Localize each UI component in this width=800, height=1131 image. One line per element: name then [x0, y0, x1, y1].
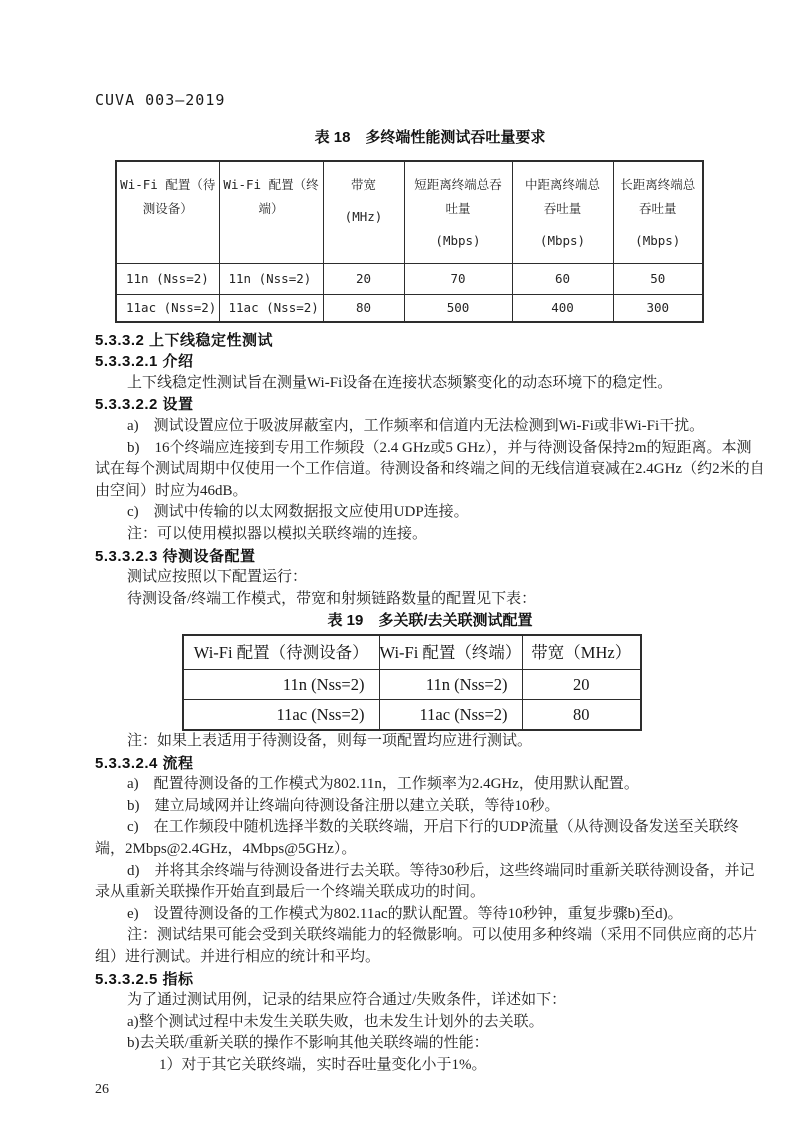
para-metrics-intro: 为了通过测试用例，记录的结果应符合通过/失败条件，详述如下：	[127, 992, 567, 1009]
table-cell: 60	[512, 264, 613, 295]
list-item-setup-c: c) 测试中传输的以太网数据报文应使用UDP连接。	[127, 504, 469, 521]
table-cell: 50	[613, 264, 703, 295]
table-cell: 300	[613, 295, 703, 322]
table19-header-cell: Wi-Fi 配置（终端）	[379, 635, 522, 670]
table-cell: 11n (Nss=2)	[219, 264, 323, 295]
table-cell: 20	[323, 264, 404, 295]
table-row	[183, 670, 641, 700]
table18-header-cell: 短距离终端总吞 吐量 (Mbps)	[404, 161, 512, 264]
section-heading-5-3-3-2-4: 5.3.3.2.4 流程	[95, 754, 194, 772]
table-cell: 11n (Nss=2)	[116, 264, 219, 295]
table18-header-row	[116, 161, 703, 264]
list-item-flow-e: e) 设置待测设备的工作模式为802.11ac的默认配置。等待10秒钟，重复步骤b)至d)。	[127, 905, 683, 922]
list-item-metrics-b1: 1）对于其它关联终端，实时吞吐量变化小于1%。	[159, 1056, 487, 1073]
table-row	[116, 295, 703, 322]
list-item-flow-b: b) 建立局域网并让终端向待测设备注册以建立关联，等待10秒。	[127, 797, 560, 814]
table18-header-cell: 带宽 (MHz)	[323, 161, 404, 264]
table18-header-cell: 长距离终端总 吞吐量 (Mbps)	[613, 161, 703, 264]
table-cell: 11ac (Nss=2)	[219, 295, 323, 322]
list-item-flow-c: c) 在工作频段中随机选择半数的关联终端，开启下行的UDP流量（从待测设备发送至关联终端，2Mbps@2.4GHz，4Mbps@5GHz）。	[95, 819, 739, 857]
table-cell: 11ac (Nss=2)	[116, 295, 219, 322]
para-intro: 上下线稳定性测试旨在测量Wi-Fi设备在连接状态频繁变化的动态环境下的稳定性。	[127, 374, 673, 391]
table18-header-cell: Wi-Fi 配置（终 端）	[219, 161, 323, 264]
table19	[182, 634, 642, 731]
table18-caption: 表 18 多终端性能测试吞吐量要求	[314, 128, 546, 146]
para-config-run: 测试应按照以下配置运行：	[127, 569, 308, 586]
table-cell: 70	[404, 264, 512, 295]
table-cell: 80	[323, 295, 404, 322]
table-cell: 400	[512, 295, 613, 322]
page-number: 26	[95, 1081, 109, 1097]
note-table19: 注：如果上表适用于待测设备，则每一项配置均应进行测试。	[127, 733, 533, 749]
list-item-setup-a: a) 测试设置应位于吸波屏蔽室内，工作频率和信道内无法检测到Wi-Fi或非Wi-Fi干扰。	[127, 418, 705, 435]
table-row	[183, 700, 641, 731]
table19-caption: 表 19 多关联/去关联测试配置	[327, 612, 533, 630]
section-heading-5-3-3-2-5: 5.3.3.2.5 指标	[95, 970, 194, 988]
table19-header-cell: 带宽（MHz）	[522, 635, 641, 670]
list-item-metrics-a: a)整个测试过程中未发生关联失败，也未发生计划外的去关联。	[127, 1013, 544, 1030]
table19-header-row	[183, 635, 641, 670]
list-item-flow-a: a) 配置待测设备的工作模式为802.11n，工作频率为2.4GHz，使用默认配置。	[127, 776, 639, 793]
note-flow: 注：测试结果可能会受到关联终端能力的轻微影响。可以使用多种终端（采用不同供应商的芯片组）进行测试。并进行相应的统计和平均。	[95, 927, 758, 965]
section-heading-5-3-3-2-2: 5.3.3.2.2 设置	[95, 396, 194, 414]
para-config-table-ref: 待测设备/终端工作模式，带宽和射频链路数量的配置见下表：	[127, 590, 537, 607]
table-cell: 11n (Nss=2)	[183, 670, 379, 700]
section-heading-5-3-3-2-3: 5.3.3.2.3 待测设备配置	[95, 547, 256, 565]
table-cell: 80	[522, 700, 641, 731]
note-setup: 注：可以使用模拟器以模拟关联终端的连接。	[127, 526, 428, 543]
table19-header-cell: Wi-Fi 配置（待测设备）	[183, 635, 379, 670]
table-cell: 11ac (Nss=2)	[183, 700, 379, 731]
section-heading-5-3-3-2: 5.3.3.2 上下线稳定性测试	[95, 331, 274, 349]
table-cell: 11ac (Nss=2)	[379, 700, 522, 731]
list-item-metrics-b: b)去关联/重新关联的操作不影响其他关联终端的性能：	[127, 1035, 489, 1052]
list-item-flow-d: d) 并将其余终端与待测设备进行去关联。等待30秒后，这些终端同时重新关联待测设备，并记录从重新关联操作开始直到最后一个终端关联成功的时间。	[95, 862, 755, 901]
section-heading-5-3-3-2-1: 5.3.3.2.1 介绍	[95, 353, 194, 371]
table18-header-cell: Wi-Fi 配置（待 测设备）	[116, 161, 219, 264]
table-cell: 20	[522, 670, 641, 700]
list-item-setup-b: b) 16个终端应连接到专用工作频段（2.4 GHz或5 GHz），并与待测设备保持2m的短距离。本测试在每个测试周期中仅使用一个工作信道。待测设备和终端之间的无线信道衰减在2.4GHz（约2米的自由空间）时应为46dB。	[95, 439, 765, 499]
doc-code: CUVA 003—2019	[95, 91, 226, 109]
table18-header-cell: 中距离终端总 吞吐量 (Mbps)	[512, 161, 613, 264]
table-row	[116, 264, 703, 295]
table-cell: 11n (Nss=2)	[379, 670, 522, 700]
table18	[115, 160, 704, 323]
table-cell: 500	[404, 295, 512, 322]
